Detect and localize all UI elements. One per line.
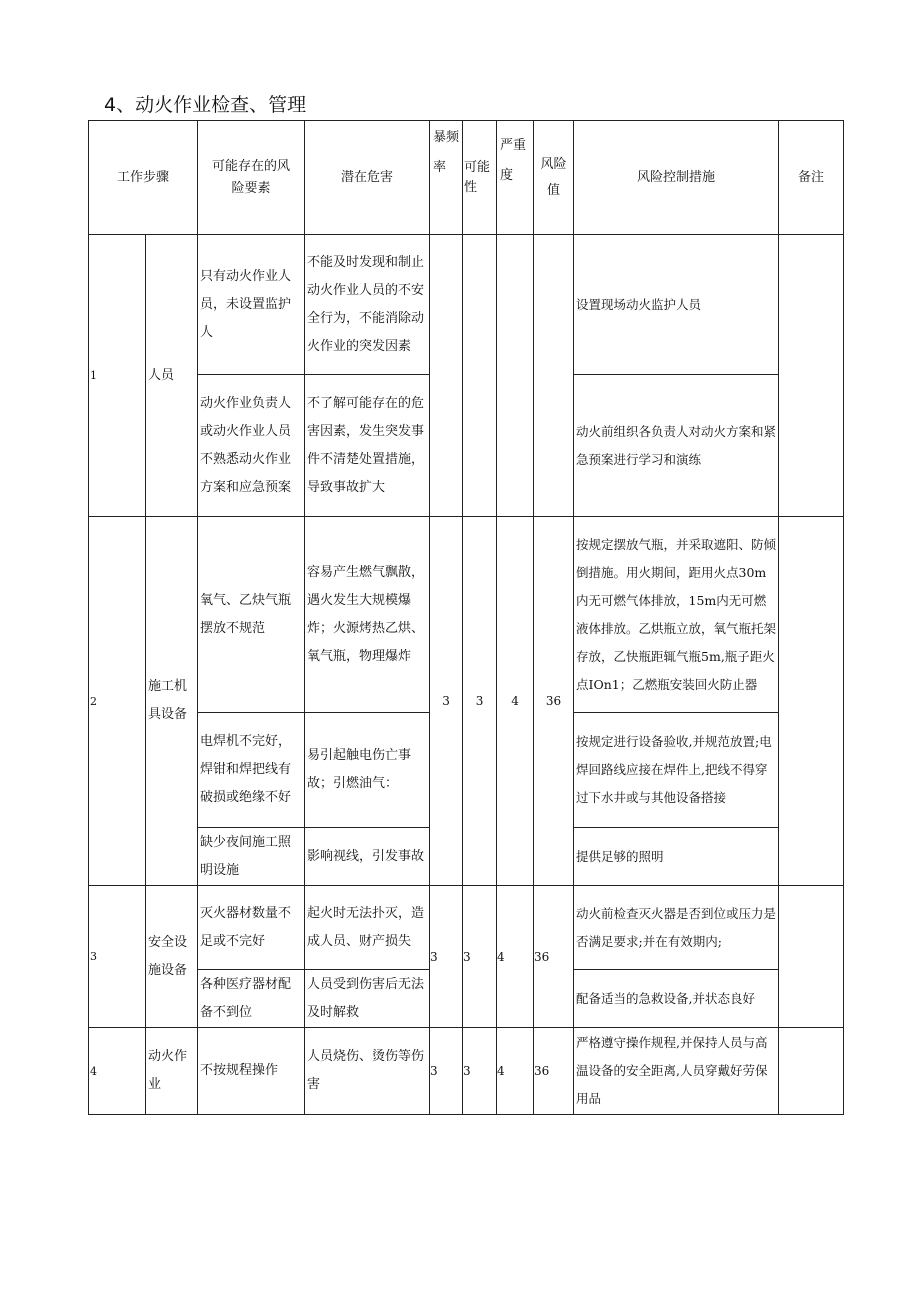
risk-factor: 缺少夜间施工照明设施: [198, 828, 305, 886]
severity-value: [497, 235, 534, 517]
risk-factor: 电焊机不完好，焊钳和焊把线有破损或绝缘不好: [198, 713, 305, 828]
risk-factor: 氧气、乙炔气瓶摆放不规范: [198, 517, 305, 713]
control-measure: 严格遵守操作规程,并保持人员与高温设备的安全距离,人员穿戴好劳保用品: [574, 1028, 779, 1115]
remarks-cell: [779, 1028, 844, 1115]
risk-value: 36: [534, 1028, 574, 1115]
control-measure: 按规定摆放气瓶，并采取遮阳、防倾倒措施。用火期间，距用火点30m内无可燃气体排放，15m内无可燃液体排放。乙烘瓶立放，氧气瓶托架存放，乙快瓶距辄气瓶5m,瓶子距火点IOn1；乙燃瓶安装回火防止器: [574, 517, 779, 713]
section-title: 4、动火作业检查、管理: [104, 94, 307, 116]
severity-value: 4: [497, 886, 534, 1028]
header-control: 风险控制措施: [574, 121, 779, 235]
risk-factor: 只有动火作业人员，未设置监护人: [198, 235, 305, 375]
step-number: 3: [89, 886, 146, 1028]
step-number: 4: [89, 1028, 146, 1115]
header-exposure: 暴频率: [430, 121, 463, 235]
header-risk-value: 风险值: [534, 121, 574, 235]
likelihood-value: [463, 235, 497, 517]
header-severity: 严重度: [497, 121, 534, 235]
header-hazard: 潜在危害: [305, 121, 430, 235]
risk-factor: 各种医疗器材配备不到位: [198, 970, 305, 1028]
exposure-value: 3: [430, 886, 463, 1028]
risk-value: [534, 235, 574, 517]
step-number: 1: [89, 235, 146, 517]
hazard: 人员烧伤、烫伤等伤害: [305, 1028, 430, 1115]
remarks-cell: [779, 235, 844, 517]
severity-value: 4: [497, 517, 534, 886]
header-likelihood: 可能性: [463, 121, 497, 235]
exposure-value: [430, 235, 463, 517]
header-step: 工作步骤: [89, 121, 198, 235]
control-measure: 设置现场动火监护人员: [574, 235, 779, 375]
step-category: 施工机具设备: [146, 517, 198, 886]
risk-value: 36: [534, 517, 574, 886]
exposure-value: 3: [430, 517, 463, 886]
step-category: 安全设施设备: [146, 886, 198, 1028]
hazard: 不能及时发现和制止动火作业人员的不安全行为，不能消除动火作业的突发因素: [305, 235, 430, 375]
exposure-value: 3: [430, 1028, 463, 1115]
table-row: [89, 235, 844, 375]
likelihood-value: 3: [463, 886, 497, 1028]
step-number: 2: [89, 517, 146, 886]
risk-value: 36: [534, 886, 574, 1028]
hazard: 影响视线，引发事故: [305, 828, 430, 886]
table-row: [89, 517, 844, 713]
risk-table: [88, 120, 844, 1115]
step-category: 人员: [146, 235, 198, 517]
header-remarks: 备注: [779, 121, 844, 235]
remarks-cell: [779, 886, 844, 1028]
hazard: 人员受到伤害后无法及时解救: [305, 970, 430, 1028]
hazard: 容易产生燃气飘散，遇火发生大规模爆炸；火源烤热乙烘、氧气瓶，物理爆炸: [305, 517, 430, 713]
risk-factor: 不按规程操作: [198, 1028, 305, 1115]
hazard: 不了解可能存在的危害因素，发生突发事件不清楚处置措施，导致事故扩大: [305, 375, 430, 517]
control-measure: 配备适当的急救设备,并状态良好: [574, 970, 779, 1028]
likelihood-value: 3: [463, 517, 497, 886]
table-row: [89, 1028, 844, 1115]
remarks-cell: [779, 517, 844, 886]
table-row: [89, 886, 844, 970]
risk-factor: 动火作业负责人或动火作业人员不熟悉动火作业方案和应急预案: [198, 375, 305, 517]
control-measure: 按规定进行设备验收,并规范放置;电焊回路线应接在焊件上,把线不得穿过下水井或与其他设备搭接: [574, 713, 779, 828]
control-measure: 动火前检查灭火器是否到位或压力是否满足要求;并在有效期内;: [574, 886, 779, 970]
step-category: 动火作业: [146, 1028, 198, 1115]
likelihood-value: 3: [463, 1028, 497, 1115]
header-risk-factor: 可能存在的风险要素: [198, 121, 305, 235]
header-row: [89, 121, 844, 235]
severity-value: 4: [497, 1028, 534, 1115]
hazard: 易引起触电伤亡事故；引燃油气：: [305, 713, 430, 828]
control-measure: 提供足够的照明: [574, 828, 779, 886]
control-measure: 动火前组织各负责人对动火方案和紧急预案进行学习和演练: [574, 375, 779, 517]
hazard: 起火时无法扑灭，造成人员、财产损失: [305, 886, 430, 970]
risk-factor: 灭火器材数量不足或不完好: [198, 886, 305, 970]
